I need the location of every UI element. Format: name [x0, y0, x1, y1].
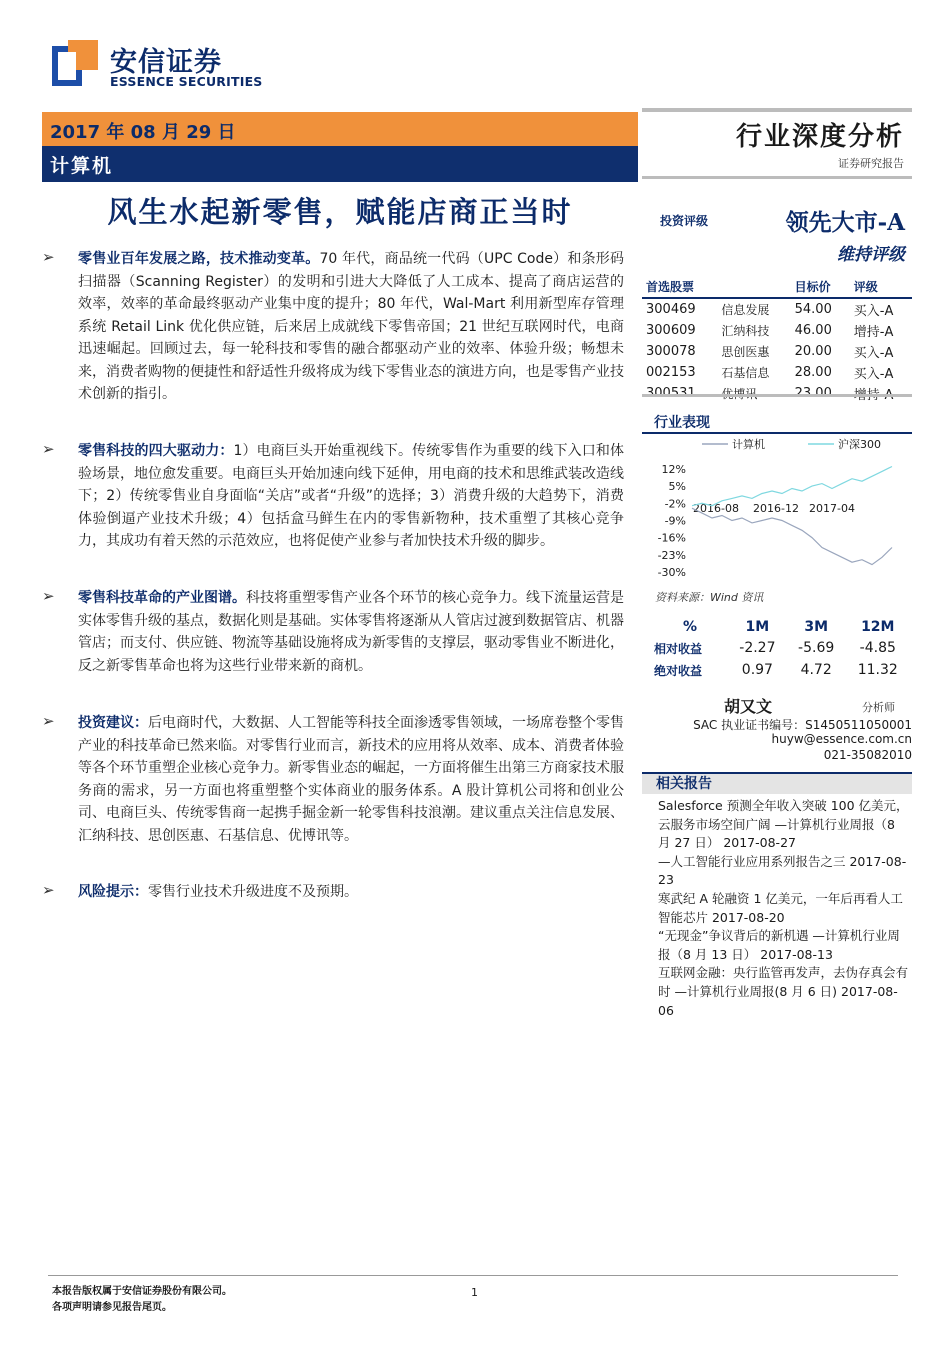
col-header-unit: %: [682, 619, 698, 635]
arrow-bullet-icon: ➢: [42, 712, 55, 730]
x-tick-label: 2016-08: [693, 501, 739, 515]
bullet-lead: 零售科技的四大驱动力：: [78, 443, 234, 459]
y-tick-label: -30%: [657, 566, 686, 579]
stock-name: 汇纳科技: [721, 324, 770, 338]
chart-source: 资料来源：Wind 资讯: [655, 591, 764, 604]
table-row: [642, 320, 912, 341]
bullet-body: 1）电商巨头开始重视线下。传统零售作为重要的线下入口和体验场景，地位愈发重要。电商巨头开始加速向线下延伸，用电商的技术和思维武装改造线下；2）传统零售业自身面临“关店”或者“升级”的选择；3）消费升级的大趋势下，消费体验倒逼产业技术升级；4）包括盒马鲜生在内的零售新物种，技术重塑了其核心竞争力，其成功有着天然的示范效应，也将促使产业参与者加快技术升级的脚步。: [78, 443, 625, 549]
list-item[interactable]: 互联网金融：央行监管再发声，去伪存真会有时 —计算机行业周报(8 月 6 日) 2017-08-06: [658, 965, 909, 1018]
bullet-lead: 投资建议：: [78, 715, 148, 731]
stock-name: 石基信息: [721, 366, 770, 380]
analyst-email[interactable]: huyw@essence.com.cn: [771, 732, 912, 746]
summary-bullet: [42, 248, 624, 406]
arrow-bullet-icon: ➢: [42, 440, 55, 458]
stock-target: 20.00: [794, 344, 832, 359]
return-value: 4.72: [800, 662, 832, 678]
bullet-body: 后电商时代，大数据、人工智能等科技全面渗透零售领域，一场席卷整个零售产业的科技革命已然来临。对零售行业而言，新技术的应用将从效率、成本、消费者体验等各个环节重塑企业核心竞争力。新零售业态的崛起，一方面将催生出第三方商家技术服务商的需求，另一方面也将重塑整个实体商业的服务体系。A 股计算机公司将和创业公司、电商巨头、传统零售商一起携手掘金新一轮零售科技浪潮。建议重点关注信息发展、汇纳科技、思创医惠、石基信息、优博讯等。: [78, 715, 624, 844]
return-value: -4.85: [859, 640, 896, 656]
col-header-12m: 12M: [861, 619, 895, 635]
table-row: [642, 362, 912, 383]
rating-value: 领先大市-A: [785, 209, 905, 236]
y-tick-label: -9%: [664, 514, 686, 528]
x-tick-label: 2016-12: [753, 501, 799, 515]
rating-action: 维持评级: [837, 245, 905, 265]
row-label: 绝对收益: [654, 663, 703, 678]
arrow-bullet-icon: ➢: [42, 587, 55, 605]
stock-code: 002153: [646, 365, 696, 380]
top-picks-table: [642, 276, 912, 404]
report-date: 2017 年 08 月 29 日: [50, 122, 236, 143]
related-reports-title: 相关报告: [642, 772, 912, 794]
table-row: [642, 341, 912, 362]
col-header-3m: 3M: [804, 619, 829, 635]
bullet-body: 零售行业技术升级进度不及预期。: [148, 884, 358, 900]
legend-label-computer: 计算机: [732, 438, 765, 451]
col-header-1m: 1M: [745, 619, 770, 635]
series-line-computer: [692, 508, 892, 564]
sector-bar: [42, 146, 638, 182]
stock-code: 300469: [646, 302, 696, 317]
rating-label: 投资评级: [660, 214, 709, 228]
right-divider-top: [642, 108, 912, 112]
x-tick-label: 2017-04: [809, 501, 855, 515]
stock-rating: 买入-A: [853, 367, 894, 382]
return-value: -2.27: [739, 640, 776, 656]
summary-bullet: [42, 440, 624, 553]
list-item[interactable]: —人工智能行业应用系列报告之三 2017-08-23: [658, 853, 907, 888]
stock-code: 300078: [646, 344, 696, 359]
col-header-target: 目标价: [791, 276, 850, 298]
report-type: 行业深度分析: [735, 122, 904, 152]
stock-rating: 买入-A: [853, 346, 894, 361]
stock-code: 300609: [646, 323, 696, 338]
table-row: [642, 298, 912, 320]
logo-en-text: ESSENCE SECURITIES: [110, 74, 263, 89]
legend-label-hs300: 沪深300: [838, 438, 881, 451]
bullet-lead: 零售科技革命的产业图谱。: [78, 590, 246, 606]
bullet-lead: 零售业百年发展之路，技术推动变革。: [78, 251, 320, 267]
summary-bullet: [42, 712, 624, 847]
table-row: [652, 637, 910, 659]
chart-legend: [702, 437, 881, 451]
y-tick-label: -16%: [657, 531, 686, 545]
return-value: 0.97: [741, 662, 773, 678]
right-divider-mid: [642, 176, 912, 179]
sector-name: 计算机: [50, 155, 114, 177]
y-tick-label: 5%: [668, 480, 686, 494]
summary-bullet: [42, 587, 624, 677]
row-label: 相对收益: [654, 641, 703, 656]
series-line-hs300: [692, 467, 892, 506]
performance-chart: [642, 434, 912, 582]
stock-rating: 买入-A: [853, 304, 894, 319]
analyst-name: 胡又文: [724, 697, 773, 716]
page-number: 1: [471, 1286, 478, 1299]
bullet-lead: 风险提示：: [78, 884, 148, 900]
logo-cn-text: 安信证券: [110, 47, 222, 78]
bullet-body: 科技将重塑零售产业各个环节的核心竞争力。线下流量运营是实体零售升级的基点，数据化则是基础。实体零售将逐渐从人管店过渡到数据管店、机器管店；而支付、供应链、物流等基础设施将成为新零售的支撑层，驱动零售业不断进化，反之新零售革命也将为这些行业带来新的商机。: [78, 590, 624, 674]
performance-title: 行业表现: [642, 412, 912, 434]
page-title: 风生水起新零售，赋能店商正当时: [107, 195, 573, 229]
stock-target: 54.00: [794, 302, 832, 317]
stock-name: 思创医惠: [721, 345, 770, 359]
list-item[interactable]: 寒武纪 A 轮融资 1 亿美元，一年后再看人工智能芯片 2017-08-20: [658, 890, 903, 925]
bullet-body: 70 年代，商品统一代码（UPC Code）和条形码扫描器（Scanning Register）的发明和引进大大降低了人工成本、提高了商店运营的效率，效率的革命最终驱动产业集中度的提升；80 年代，Wal-Mart 利用新型库存管理系统 Retail Link 优化供应链，后来居上成就线下零售帝国；21 世纪互联网时代，电商迅速崛起。回顾过去，每一轮科技和零售的融合都驱动产业的效率、体验升级；畅想未来，消费者购物的便捷性和舒适性升级将成为线下零售业态的演进方向，也是零售产业技术创新的指引。: [78, 251, 624, 402]
footer-divider: [48, 1275, 898, 1276]
company-logo: [52, 40, 263, 95]
return-value: 11.32: [857, 662, 898, 678]
logo-mark-icon: [52, 40, 98, 86]
footer-copyright: 本报告版权属于安信证券股份有限公司。: [52, 1286, 232, 1297]
table-row: [652, 659, 910, 681]
stocks-divider: [642, 394, 912, 397]
report-subtype: 证券研究报告: [838, 157, 904, 170]
arrow-bullet-icon: ➢: [42, 881, 55, 899]
footer-disclaimer: 各项声明请参见报告尾页。: [52, 1302, 172, 1313]
arrow-bullet-icon: ➢: [42, 248, 55, 266]
stock-target: 46.00: [794, 323, 832, 338]
analyst-phone: 021-35082010: [823, 748, 912, 762]
summary-bullet: [42, 881, 624, 904]
stock-name: 信息发展: [721, 303, 770, 317]
list-item[interactable]: “无现金”争议背后的新机遇 —计算机行业周报（8 月 13 日） 2017-08-13: [658, 928, 900, 962]
col-header-stock: 首选股票: [642, 276, 791, 298]
y-tick-label: -2%: [664, 497, 686, 511]
y-tick-label: 12%: [661, 462, 686, 476]
stock-rating: 增持-A: [853, 325, 894, 340]
analyst-cert: SAC 执业证书编号：S1450511050001: [693, 718, 912, 732]
return-value: -5.69: [798, 640, 835, 656]
related-reports-list: [658, 797, 910, 1020]
col-header-rating: 评级: [850, 276, 912, 298]
y-tick-label: -23%: [657, 548, 686, 562]
stock-target: 28.00: [794, 365, 832, 380]
returns-table: [652, 617, 912, 681]
list-item[interactable]: Salesforce 预测全年收入突破 100 亿美元，云服务市场空间广阔 —计算机行业周报（8 月 27 日） 2017-08-27: [658, 798, 909, 851]
analyst-role: 分析师: [862, 701, 895, 714]
